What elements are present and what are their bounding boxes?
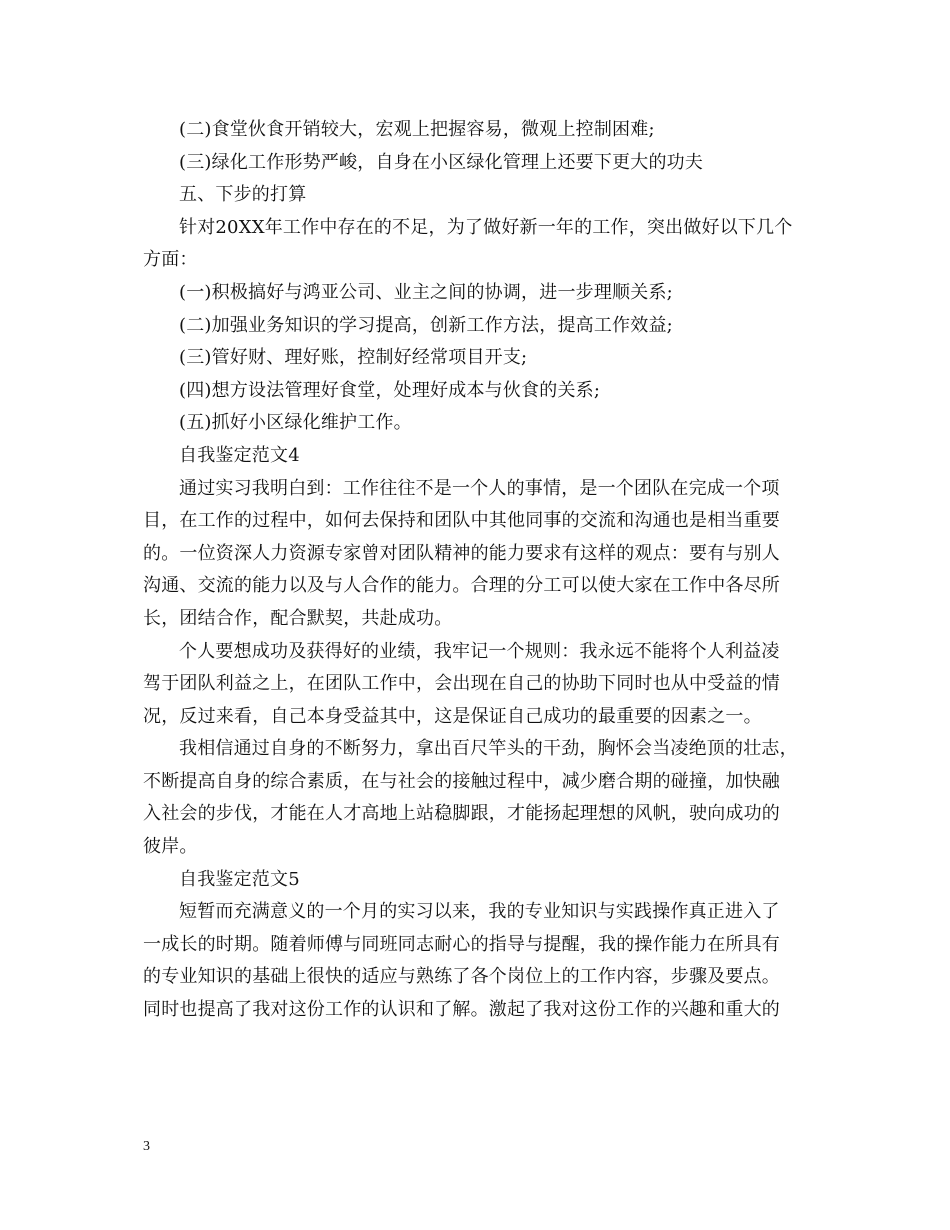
text-line: 的专业知识的基础上很快的适应与熟练了各个岗位上的工作内容，步骤及要点。 xyxy=(143,966,780,988)
list-item: (三)管好财、理好账，控制好经常项目开支; xyxy=(179,347,528,369)
text-line: (二)食堂伙食开销较大，宏观上把握容易，微观上控制困难; xyxy=(179,119,655,140)
section-heading: 自我鉴定范文5 xyxy=(179,868,300,890)
text-line: 不断提高自身的综合素质，在与社会的接触过程中，减少磨合期的碰撞，加快融 xyxy=(143,770,780,792)
text-line: 彼岸。 xyxy=(143,836,198,858)
text-line: 针对20XX年工作中存在的不足，为了做好新一年的工作，突出做好以下几个 xyxy=(179,216,793,238)
text-line: 的。一位资深人力资源专家曾对团队精神的能力要求有这样的观点：要有与别人 xyxy=(143,542,780,564)
text-line: 入社会的步伐，才能在人才高地上站稳脚跟，才能扬起理想的风帆，驶向成功的 xyxy=(143,803,780,825)
list-item: (一)积极搞好与鸿亚公司、业主之间的协调，进一步理顺关系; xyxy=(179,281,673,303)
text-line: 况，反过来看，自己本身受益其中，这是保证自己成功的最重要的因素之一。 xyxy=(143,705,762,727)
section-heading: 自我鉴定范文4 xyxy=(179,444,300,466)
text-line: 短暂而充满意义的一个月的实习以来，我的专业知识与实践操作真正进入了 xyxy=(179,901,780,923)
text-line: 同时也提高了我对这份工作的认识和了解。激起了我对这份工作的兴趣和重大的 xyxy=(143,999,780,1021)
text-line: 长，团结合作，配合默契，共赴成功。 xyxy=(143,607,453,629)
text-line: (三)绿化工作形势严峻，自身在小区绿化管理上还要下更大的功夫 xyxy=(179,151,704,173)
text-line: 方面： xyxy=(143,249,198,271)
text-line: 目，在工作的过程中，如何去保持和团队中其他同事的交流和沟通也是相当重要 xyxy=(143,510,780,532)
list-item: (五)抓好小区绿化维护工作。 xyxy=(179,412,412,434)
text-line: 沟通、交流的能力以及与人合作的能力。合理的分工可以使大家在工作中各尽所 xyxy=(143,575,780,597)
text-line: 通过实习我明白到：工作往往不是一个人的事情，是一个团队在完成一个项 xyxy=(179,477,780,499)
text-line: 一成长的时期。随着师傅与同班同志耐心的指导与提醒，我的操作能力在所具有 xyxy=(143,933,780,955)
document-body xyxy=(143,114,823,1027)
text-line: 我相信通过自身的不断努力，拿出百尺竿头的干劲，胸怀会当凌绝顶的壮志， xyxy=(179,738,798,760)
text-line: 驾于团队利益之上，在团队工作中，会出现在自己的协助下同时也从中受益的情 xyxy=(143,673,780,695)
page-number: 3 xyxy=(143,1139,150,1154)
section-heading: 五、下步的打算 xyxy=(179,184,307,206)
list-item: (四)想方设法管理好食堂，处理好成本与伙食的关系; xyxy=(179,379,601,401)
list-item: (二)加强业务知识的学习提高，创新工作方法，提高工作效益; xyxy=(179,314,673,336)
text-line: 个人要想成功及获得好的业绩，我牢记一个规则：我永远不能将个人利益凌 xyxy=(179,640,780,662)
